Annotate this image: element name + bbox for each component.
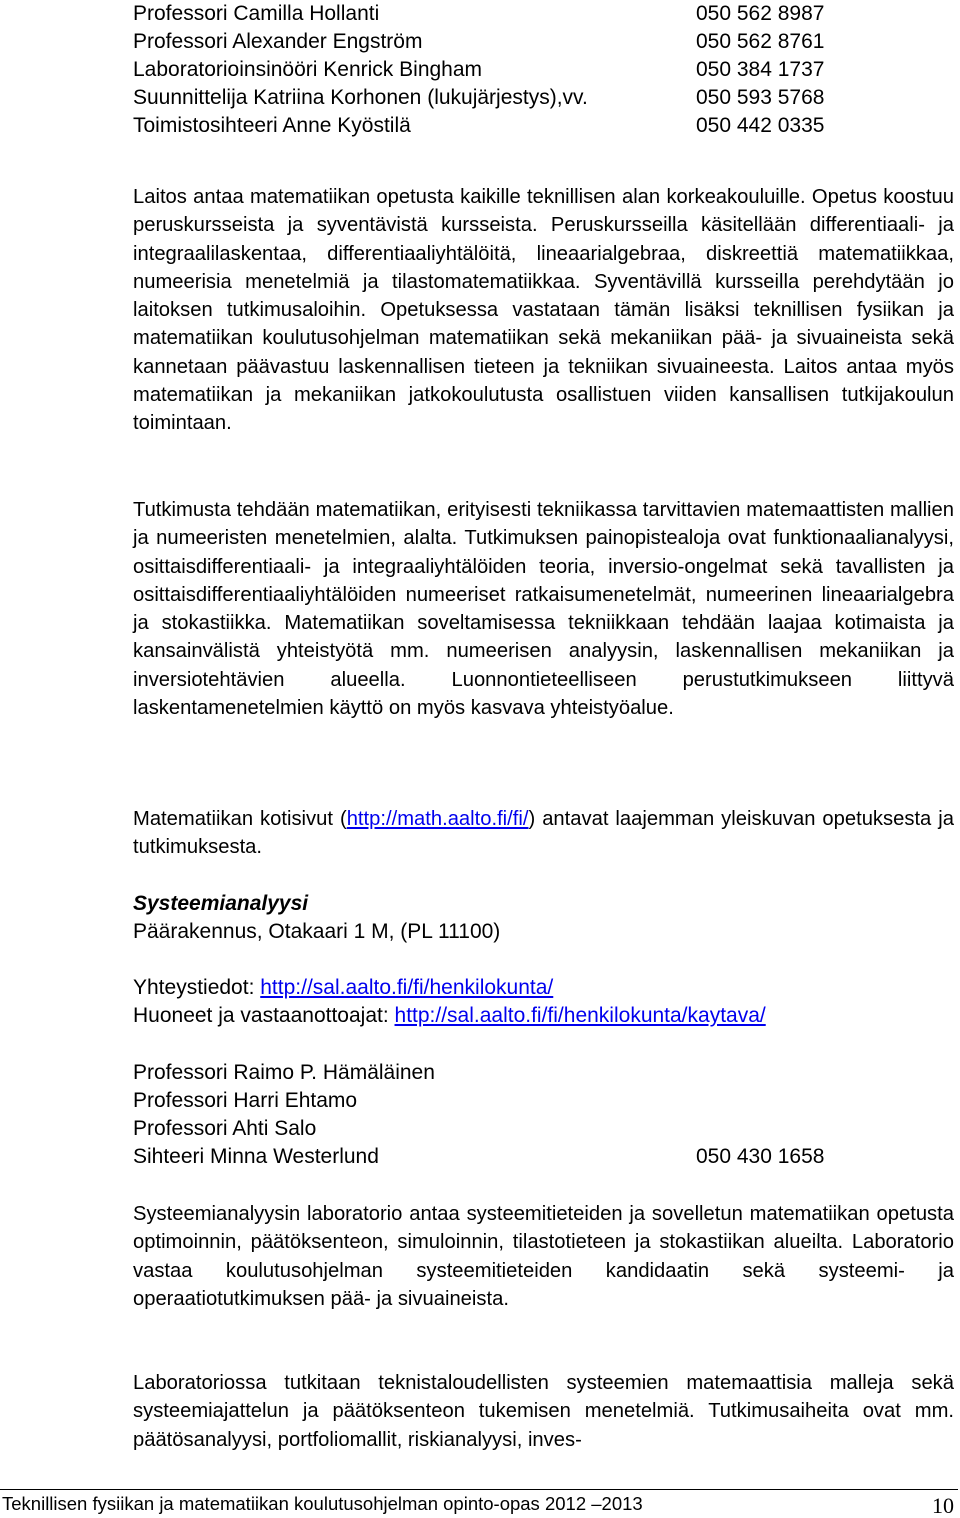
staff-row [133, 1087, 853, 1115]
contact-row [133, 56, 853, 84]
contact-phone: 050 442 0335 [696, 114, 825, 137]
contact-phone: 050 562 8761 [696, 30, 825, 53]
homepage-text-before: Matematiikan kotisivut ( [133, 808, 347, 830]
math-intro-paragraph: Laitos antaa matematiikan opetusta kaikille teknillisen alan korkeakouluille. Opetus koostuu peruskursseista ja syventävistä kursseista. Peruskursseilla käsitellään differentiaali- ja integraalilaskentaa, differentiaaliyhtälöitä, lineaarialgebraa, diskreettiä matematiikkaa, numeerisia menetelmiä ja tilastomatematiikkaa. Syventävillä kursseilla perehdytään jo laitoksen tutkimusaloihin. Opetuksessa vastataan tämän lisäksi teknillisen fysiikan ja matematiikan koulutusohjelman matematiikan sekä mekaniikan pää- ja sivuaineista sekä kannetaan päävastuu laskennallisen tieteen ja tekniikan sivuaineesta. Laitos antaa myös matematiikan ja mekaniikan jatkokoulutusta osallistuen viiden kansallisen tutkijakoulun toimintaan. [133, 186, 954, 435]
contact-row [133, 0, 853, 28]
contact-name: Professori Camilla Hollanti [133, 2, 380, 25]
rooms-line [133, 1002, 766, 1030]
math-research-paragraph: Tutkimusta tehdään matematiikan, erityisesti tekniikassa tarvittavien matemaattisten mallien ja numeeristen menetelmien, alalta. Tutkimuksen painopistealoja ovat funktionaalianalyysi, osittaisdifferentiaali- ja integraaliyhtälöiden teoria, inversio-ongelmat sekä tavallisten ja osittaisdifferentiaaliyhtälöiden numeeriset ratkaisumenetelmät, numeerinen lineaarialgebra ja stokastiikka. Matematiikan soveltamisessa tekniikkaan tehdään laajaa kotimaista ja kansainvälistä yhteistyötä mm. numeerisen analyysin, laskennallisen mekaniikan ja inversiotehtävien alueella. Luonnontieteelliseen perustutkimukseen liittyvä laskentamenetelmien käyttö on myös kasvava yhteistyöalue. [133, 499, 954, 720]
staff-row [133, 1059, 853, 1087]
rooms-label: Huoneet ja vastaanottoajat: [133, 1004, 395, 1027]
sal-research-paragraph: Laboratoriossa tutkitaan teknistaloudellisten systeemien matemaattisia malleja sekä systeemiajattelun ja päätöksenteon tukemisen menetelmiä. Tutkimusaiheita ovat mm. päätösanalyysi, portfoliomallit, riskianalyysi, inves- [133, 1372, 954, 1451]
staff-name: Sihteeri Minna Westerlund [133, 1145, 379, 1168]
contact-name: Laboratorioinsinööri Kenrick Bingham [133, 58, 483, 81]
contact-row [133, 112, 853, 140]
homepage-text-after: ) antavat laajemman yleiskuvan opetuksesta ja tutkimuksesta. [133, 808, 954, 859]
staff-name: Professori Ahti Salo [133, 1117, 317, 1140]
contact-name: Professori Alexander Engström [133, 30, 423, 53]
contact-row [133, 28, 853, 56]
rooms-link[interactable]: http://sal.aalto.fi/fi/henkilokunta/kaytava/ [394, 1004, 766, 1027]
math-homepage-link[interactable]: http://math.aalto.fi/fi/ [346, 808, 529, 830]
contact-name: Toimistosihteeri Anne Kyöstilä [133, 114, 411, 137]
contact-row [133, 84, 853, 112]
staff-phone: 050 430 1658 [696, 1145, 825, 1168]
contact-phone: 050 593 5768 [696, 86, 825, 109]
staff-row [133, 1143, 853, 1171]
section-address: Päärakennus, Otakaari 1 M, (PL 11100) [133, 920, 501, 943]
staff-name: Professori Harri Ehtamo [133, 1089, 358, 1112]
contacts-label: Yhteystiedot: [133, 976, 261, 999]
staff-name: Professori Raimo P. Hämäläinen [133, 1061, 435, 1084]
page-number: 10 [932, 1493, 954, 1518]
contacts-line [133, 974, 553, 1002]
section-heading: Systeemianalyysi [133, 892, 309, 915]
contact-phone: 050 562 8987 [696, 2, 825, 25]
staff-row [133, 1115, 853, 1143]
footer-title: Teknillisen fysiikan ja matematiikan koulutusohjelman opinto-opas 2012 –2013 [2, 1493, 643, 1514]
contact-name: Suunnittelija Katriina Korhonen (lukujärjestys),vv. [133, 86, 588, 109]
contact-phone: 050 384 1737 [696, 58, 825, 81]
math-homepage-paragraph [133, 805, 954, 862]
sal-intro-paragraph: Systeemianalyysin laboratorio antaa systeemitieteiden ja sovelletun matematiikan opetusta optimoinnin, päätöksenteon, simuloinnin, tilastotieteen ja stokastiikan alueilta. Laboratorio vastaa koulutusohjelman systeemitieteiden kandidaatin sekä systeemi- ja operaatiotutkimuksen pää- ja sivuaineista. [133, 1203, 954, 1310]
contacts-link[interactable]: http://sal.aalto.fi/fi/henkilokunta/ [260, 976, 554, 999]
footer-divider [0, 1489, 958, 1490]
